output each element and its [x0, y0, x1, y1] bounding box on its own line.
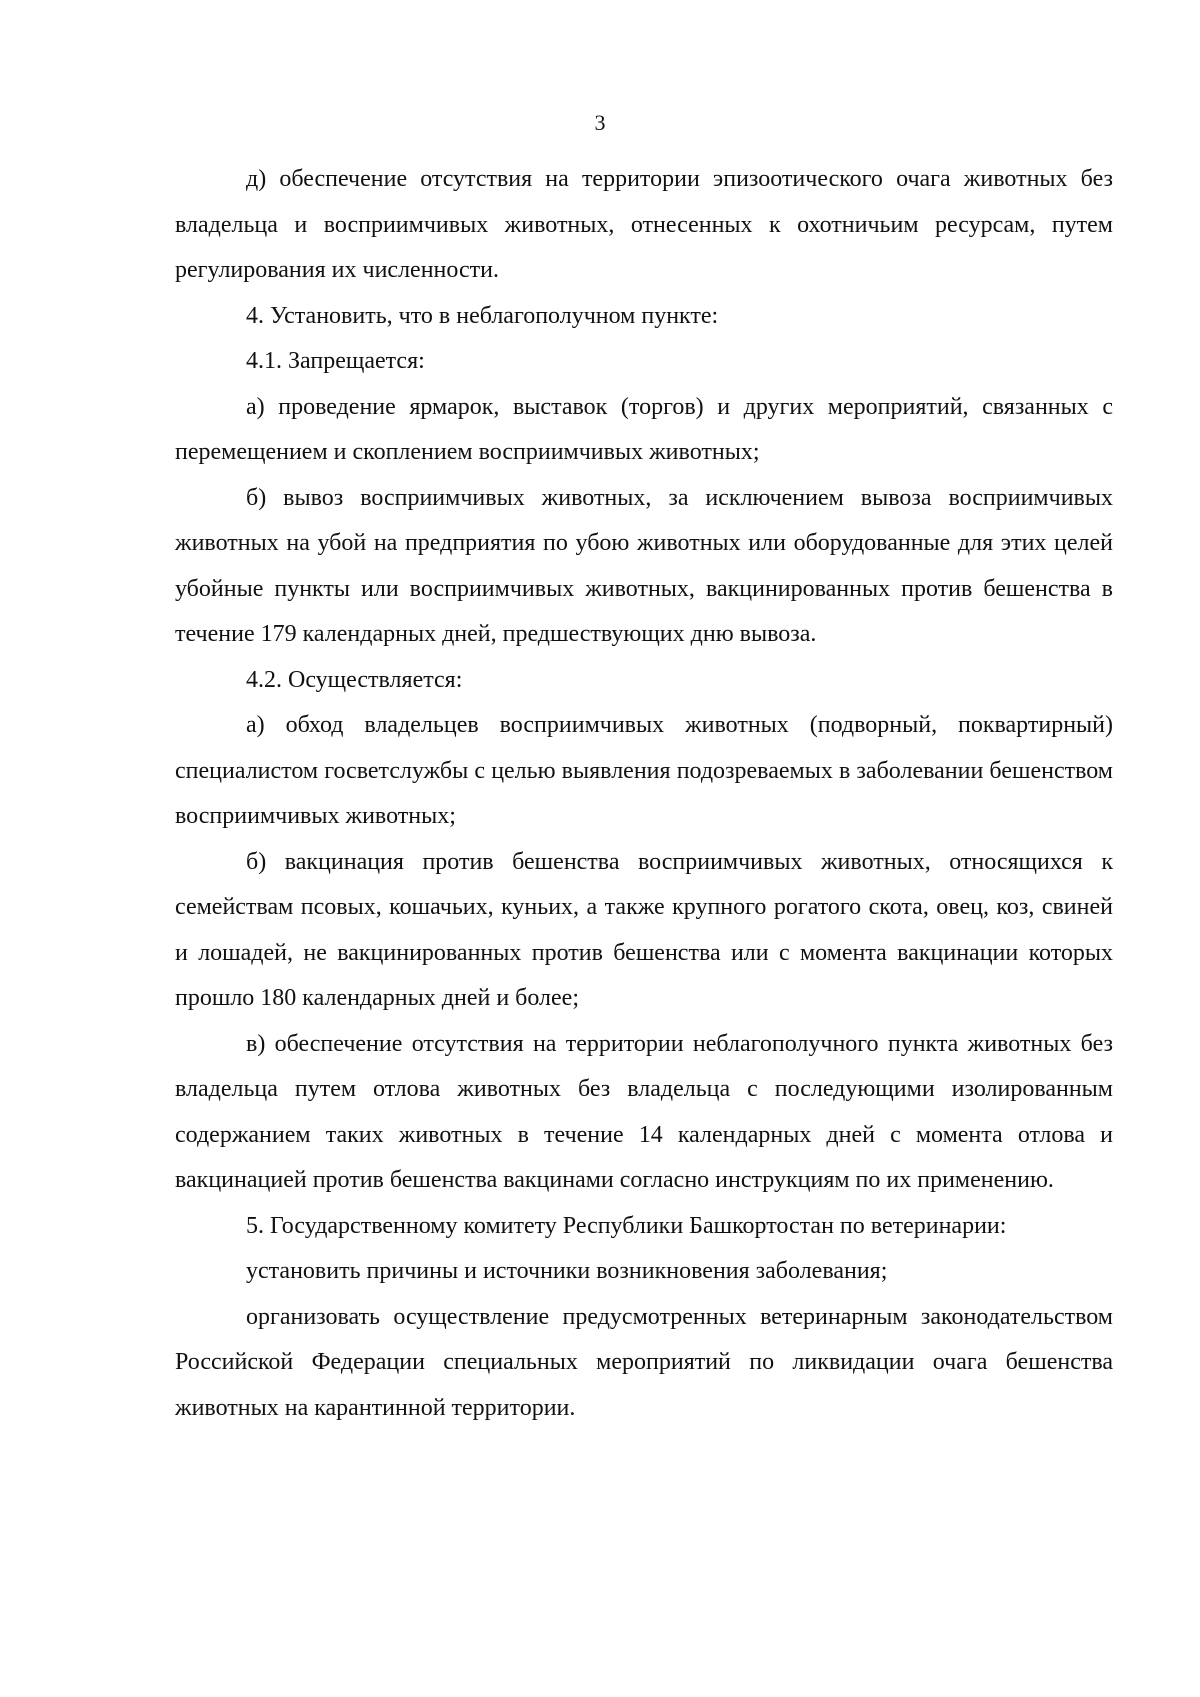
paragraph-4-1-b-export: б) вывоз восприимчивых животных, за исключением вывоза восприимчивых животных на убой на предприятия по убою животных или оборудованные для этих целей убойные пункты или восприимчивых животных, вакцинированных против бешенства в течение 179 календарных дней, предшествующих дню вывоза. [175, 484, 1113, 647]
paragraph-4-establish: 4. Установить, что в неблагополучном пункте: [246, 302, 719, 329]
paragraph-4-2-a-inspection: а) обход владельцев восприимчивых животных (подворный, поквартирный) специалистом госветслужбы с целью выявления подозреваемых в заболевании бешенством восприимчивых животных; [175, 712, 1113, 829]
paragraph-5-state-committee: 5. Государственному комитету Республики Башкортостан по ветеринарии: [246, 1212, 1007, 1239]
paragraph-d-absence-of-animals: д) обеспечение отсутствия на территории эпизоотического очага животных без владельца и восприимчивых животных, отнесенных к охотничьим ресурсам, путем регулирования их численности. [175, 166, 1113, 283]
document-body [175, 157, 1113, 1431]
paragraph-4-2-carried-out: 4.2. Осуществляется: [246, 666, 463, 693]
paragraph-4-2-b-vaccination: б) вакцинация против бешенства восприимчивых животных, относящихся к семействам псовых, кошачьих, куньих, а также крупного рогатого скота, овец, коз, свиней и лошадей, не вакцинированных против бешенства или с момента вакцинации которых прошло 180 календарных дней и более; [175, 848, 1113, 1011]
paragraph-4-1-a-fairs: а) проведение ярмарок, выставок (торгов) и других мероприятий, связанных с перемещением и скоплением восприимчивых животных; [175, 393, 1113, 465]
paragraph-5-establish-causes: установить причины и источники возникновения заболевания; [246, 1258, 888, 1284]
page-number: 3 [594, 110, 606, 135]
paragraph-4-2-c-capture: в) обеспечение отсутствия на территории неблагополучного пункта животных без владельца путем отлова животных без владельца с последующими изолированным содержанием таких животных в течение 14 календарных дней с момента отлова и вакцинацией против бешенства вакцинами согласно инструкциям по их применению. [175, 1030, 1113, 1193]
paragraph-5-organize-measures: организовать осуществление предусмотренных ветеринарным законодательством Российской Федерации специальных мероприятий по ликвидации очага бешенства животных на карантинной территории. [175, 1303, 1113, 1421]
paragraph-4-1-prohibited: 4.1. Запрещается: [246, 348, 425, 374]
